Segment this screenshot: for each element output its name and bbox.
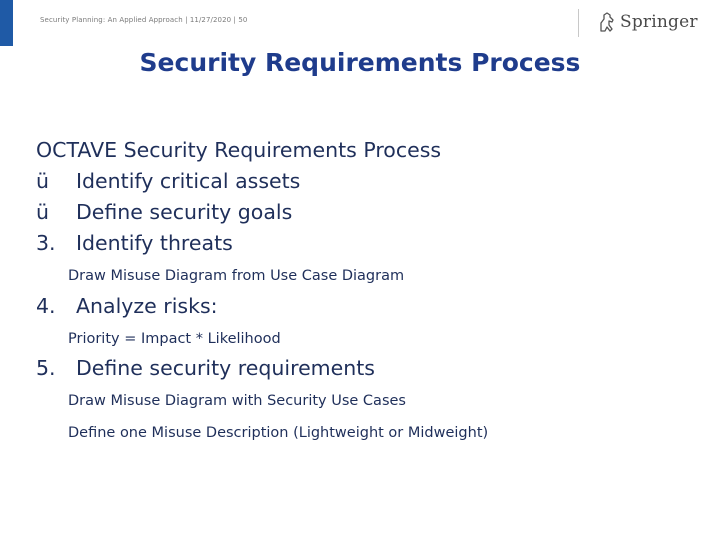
springer-logo	[598, 8, 698, 36]
checkmark-icon: ü	[36, 200, 49, 224]
list-number: 3.	[36, 231, 56, 255]
list-item-text: Define security requirements	[76, 356, 375, 380]
springer-horse-icon	[598, 11, 616, 33]
sub-item: Draw Misuse Diagram from Use Case Diagram	[68, 268, 405, 284]
header-divider	[578, 9, 579, 37]
slide-title: Security Requirements Process	[139, 48, 581, 77]
list-item-text: Analyze risks:	[76, 294, 218, 318]
breadcrumb: Security Planning: An Applied Approach | 11/27/2020 | 50	[40, 16, 248, 24]
list-number: 4.	[36, 294, 56, 318]
sub-item: Priority = Impact * Likelihood	[68, 331, 281, 347]
list-item-text: Define security goals	[76, 200, 293, 224]
list-item-text: Identify critical assets	[76, 169, 301, 193]
checkmark-icon: ü	[36, 169, 49, 193]
list-number: 5.	[36, 356, 56, 380]
list-item-text: Identify threats	[76, 231, 233, 255]
list-item	[36, 356, 375, 380]
list-item	[36, 169, 300, 193]
list-item	[36, 294, 218, 318]
list-item	[36, 231, 233, 255]
sub-item: Define one Misuse Description (Lightweight or Midweight)	[68, 425, 489, 441]
intro-line: OCTAVE Security Requirements Process	[36, 138, 442, 162]
sub-item: Draw Misuse Diagram with Security Use Cases	[68, 393, 406, 409]
list-item	[36, 200, 292, 224]
slide-edge-bar	[0, 0, 13, 46]
logo-text: Springer	[620, 12, 698, 32]
